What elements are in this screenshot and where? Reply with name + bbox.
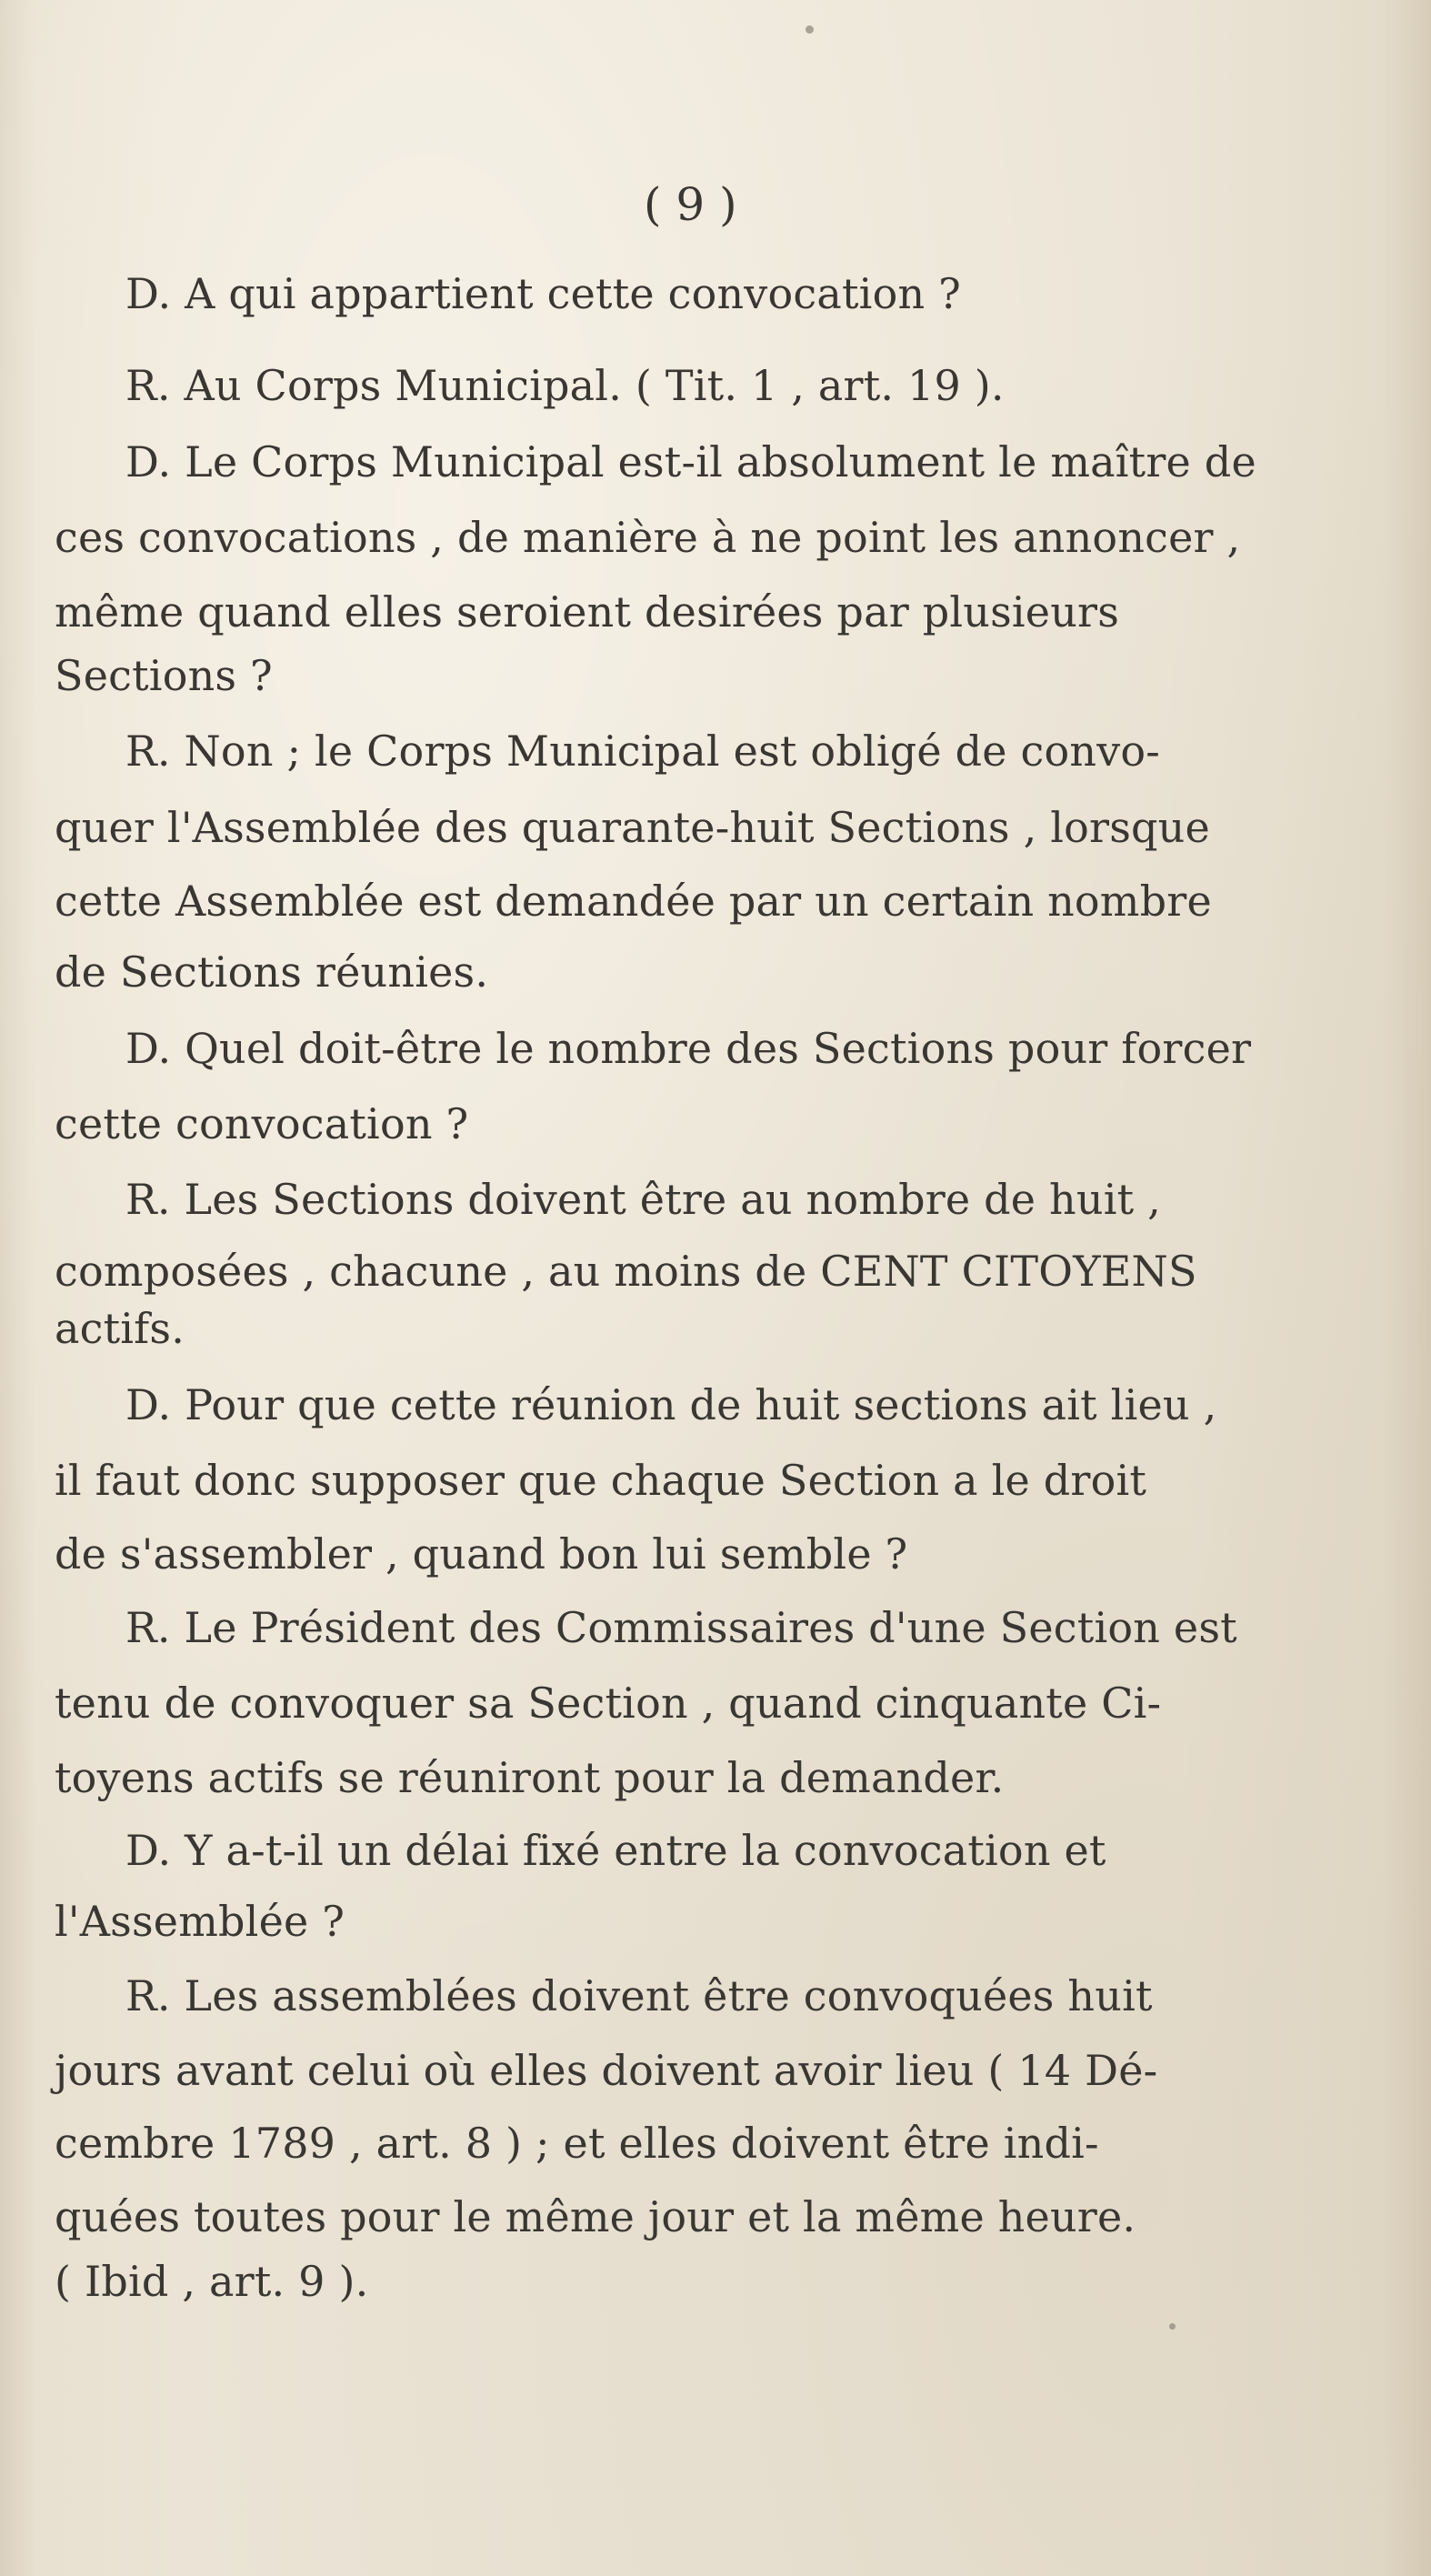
text-line: ces convocations , de manière à ne point les annoncer , [55,513,1241,562]
text-line: D. A qui appartient cette convocation ? [125,269,961,318]
page-number: ( 9 ) [644,178,737,231]
text-line: de s'assembler , quand bon lui semble ? [55,1529,908,1579]
text-line: D. Quel doit-être le nombre des Sections pour forcer [125,1024,1252,1073]
text-line: R. Au Corps Municipal. ( Tit. 1 , art. 19 ). [125,361,1005,410]
text-line: cette Assemblée est demandée par un certain nombre [55,877,1212,926]
text-line: tenu de convoquer sa Section , quand cinquante Ci- [55,1679,1162,1728]
text-line: jours avant celui où elles doivent avoir lieu ( 14 Dé- [55,2046,1158,2095]
text-line: cette convocation ? [55,1099,469,1148]
text-line: R. Les Sections doivent être au nombre de huit , [125,1175,1161,1224]
text-line: ( Ibid , art. 9 ). [55,2257,369,2306]
text-line: quées toutes pour le même jour et la même heure. [55,2192,1136,2241]
text-line: de Sections réunies. [55,947,489,997]
text-line: il faut donc supposer que chaque Section a le droit [55,1456,1147,1505]
text-line: D. Pour que cette réunion de huit sections ait lieu , [125,1380,1217,1429]
text-line: R. Le Président des Commissaires d'une Section est [125,1603,1237,1652]
text-line: cembre 1789 , art. 8 ) ; et elles doivent être indi- [55,2119,1099,2168]
text-line: toyens actifs se réuniront pour la demander. [55,1753,1005,1802]
text-line: D. Le Corps Municipal est-il absolument le maître de [125,437,1256,486]
text-line: l'Assemblée ? [55,1897,345,1946]
text-line: actifs. [55,1304,185,1353]
text-line: Sections ? [55,651,273,700]
text-line: D. Y a-t-il un délai fixé entre la convocation et [125,1826,1106,1875]
text-line: R. Les assemblées doivent être convoquées huit [125,1971,1153,2020]
text-line: R. Non ; le Corps Municipal est obligé de convo- [125,727,1161,776]
text-line: quer l'Assemblée des quarante-huit Sections , lorsque [55,803,1210,852]
text-line: même quand elles seroient desirées par plusieurs [55,587,1120,636]
text-line: composées , chacune , au moins de CENT CITOYENS [55,1247,1197,1296]
